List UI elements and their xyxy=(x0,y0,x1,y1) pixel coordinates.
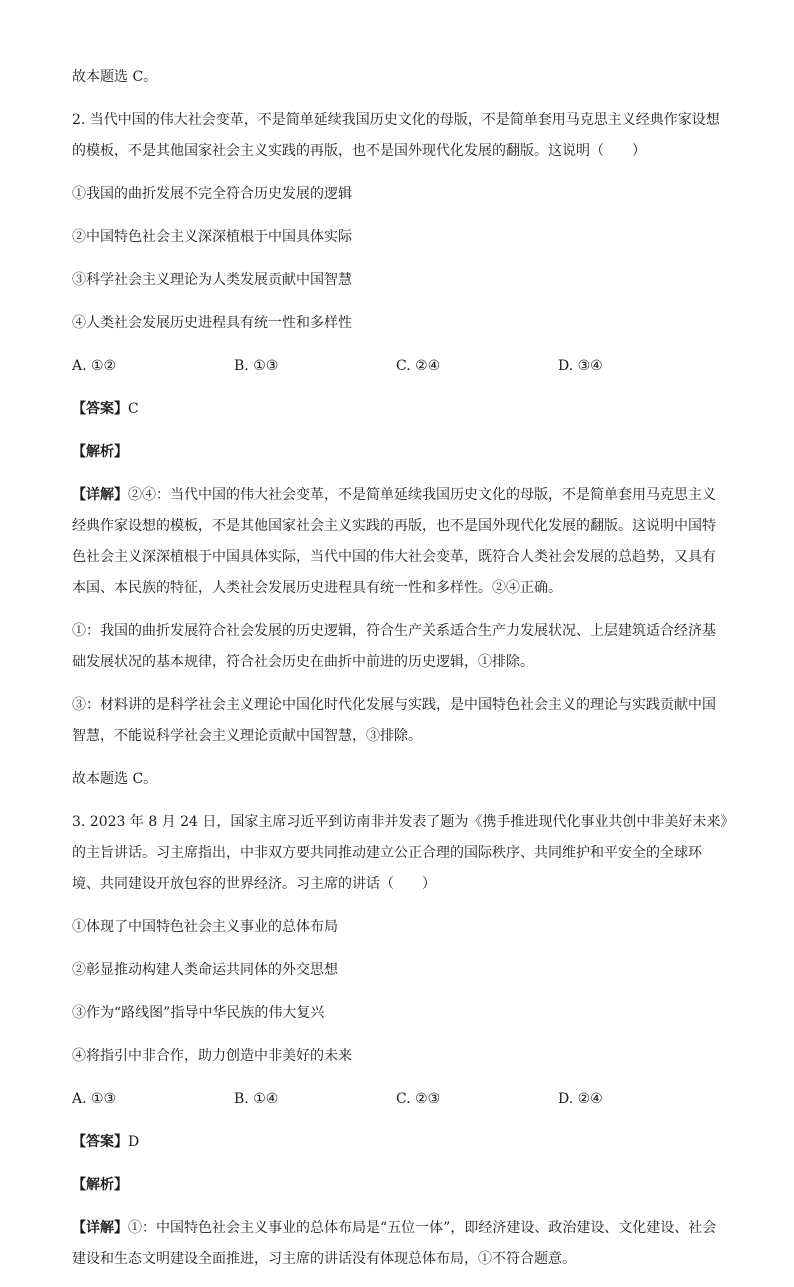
q2-analysis-heading xyxy=(72,437,724,468)
q2-item: ①我国的曲折发展不完全符合历史发展的逻辑 xyxy=(72,186,352,202)
analysis-line: ③：材料讲的是科学社会主义理论中国化时代化发展与实践，是中国特色社会主义的理论与实践贡献中国 xyxy=(72,697,716,713)
q2-stem-line: 2. 当代中国的伟大社会变革，不是简单延续我国历史文化的母版，不是简单套用马克思主义经典作家设想 xyxy=(72,112,720,128)
q3-option-a: A. ①③ xyxy=(72,1091,117,1107)
q2-stem xyxy=(72,105,724,167)
q3-stem-line: 的主旨讲话。习主席指出，中非双方要共同推动建立公正合理的国际秩序、共同维护和平安全的全球环 xyxy=(72,845,702,861)
analysis-line: ①：我国的曲折发展符合社会发展的历史逻辑，符合生产关系适合生产力发展状况、上层建筑适合经济基 xyxy=(72,623,716,639)
q3-stem-line: 3. 2023 年 8 月 24 日，国家主席习近平到访南非并发表了题为《携手推进现代化事业共创中非美好未来》 xyxy=(72,814,735,830)
q2-item: ③科学社会主义理论为人类发展贡献中国智慧 xyxy=(72,272,352,288)
detail-tag: 【详解】 xyxy=(72,487,128,503)
detail-tag: 【详解】 xyxy=(72,1220,128,1236)
q3-stem-line: 境、共同建设开放包容的世界经济。习主席的讲话（ ） xyxy=(72,876,436,892)
analysis-line: 础发展状况的基本规律，符合社会历史在曲折中前进的历史逻辑，①排除。 xyxy=(72,654,534,670)
analysis-line: 经典作家设想的模板，不是其他国家社会主义实践的再版，也不是国外现代化发展的翻版。这说明中国特 xyxy=(72,518,716,534)
q3-option-d: D. ②④ xyxy=(558,1091,603,1107)
analysis-text: ①：中国特色社会主义事业的总体布局是“五位一体”，即经济建设、政治建设、文化建设、社会 xyxy=(128,1220,717,1236)
answer-value: D xyxy=(128,1134,140,1150)
q2-option-a: A. ①② xyxy=(72,358,117,374)
analysis-line xyxy=(72,1213,724,1244)
page-content xyxy=(72,62,735,1287)
analysis-line: 智慧，不能说科学社会主义理论贡献中国智慧，③排除。 xyxy=(72,728,422,744)
q2-stem-line: 的模板，不是其他国家社会主义实践的再版，也不是国外现代化发展的翻版。这说明（ ） xyxy=(72,143,646,159)
answer-value: C xyxy=(128,401,139,417)
analysis-text: ②④：当代中国的伟大社会变革，不是简单延续我国历史文化的母版，不是简单套用马克思主义 xyxy=(128,487,716,503)
q2-options xyxy=(72,351,724,382)
q2-analysis-point-1 xyxy=(72,616,724,678)
q2-item: ②中国特色社会主义深深植根于中国具体实际 xyxy=(72,229,352,245)
q3-item: ④将指引中非合作，助力创造中非美好的未来 xyxy=(72,1048,352,1064)
analysis-line: 色社会主义深深植根于中国具体实际，当代中国的伟大社会变革，既符合人类社会发展的总趋势，又具有 xyxy=(72,549,716,565)
q2-option-c: C. ②④ xyxy=(396,358,441,374)
analysis-line: 本国、本民族的特征，人类社会发展历史进程具有统一性和多样性。②④正确。 xyxy=(72,580,562,596)
q3-option-c: C. ②③ xyxy=(396,1091,441,1107)
prev-question-conclusion: 故本题选 C。 xyxy=(72,69,158,85)
analysis-tag: 【解析】 xyxy=(72,1177,128,1193)
q3-option-b: B. ①④ xyxy=(234,1091,279,1107)
answer-tag: 【答案】 xyxy=(72,1134,128,1150)
q3-stem xyxy=(72,807,735,900)
q2-answer xyxy=(72,394,724,425)
q2-conclusion: 故本题选 C。 xyxy=(72,771,158,787)
q3-item: ②彰显推动构建人类命运共同体的外交思想 xyxy=(72,962,338,978)
answer-tag: 【答案】 xyxy=(72,401,128,417)
q2-item: ④人类社会发展历史进程具有统一性和多样性 xyxy=(72,315,352,331)
q2-analysis-point-3 xyxy=(72,690,724,752)
q3-item: ③作为“路线图”指导中华民族的伟大复兴 xyxy=(72,1005,325,1021)
q3-options xyxy=(72,1084,724,1115)
analysis-line: 建设和生态文明建设全面推进，习主席的讲话没有体现总体布局，①不符合题意。 xyxy=(72,1251,576,1267)
q2-option-d: D. ③④ xyxy=(558,358,603,374)
q3-analysis-heading xyxy=(72,1170,724,1201)
q3-item: ①体现了中国特色社会主义事业的总体布局 xyxy=(72,919,338,935)
q2-option-b: B. ①③ xyxy=(234,358,279,374)
q2-analysis-detail xyxy=(72,480,724,604)
analysis-line xyxy=(72,480,724,511)
q3-analysis-detail xyxy=(72,1213,724,1275)
q3-answer xyxy=(72,1127,724,1158)
analysis-tag: 【解析】 xyxy=(72,444,128,460)
